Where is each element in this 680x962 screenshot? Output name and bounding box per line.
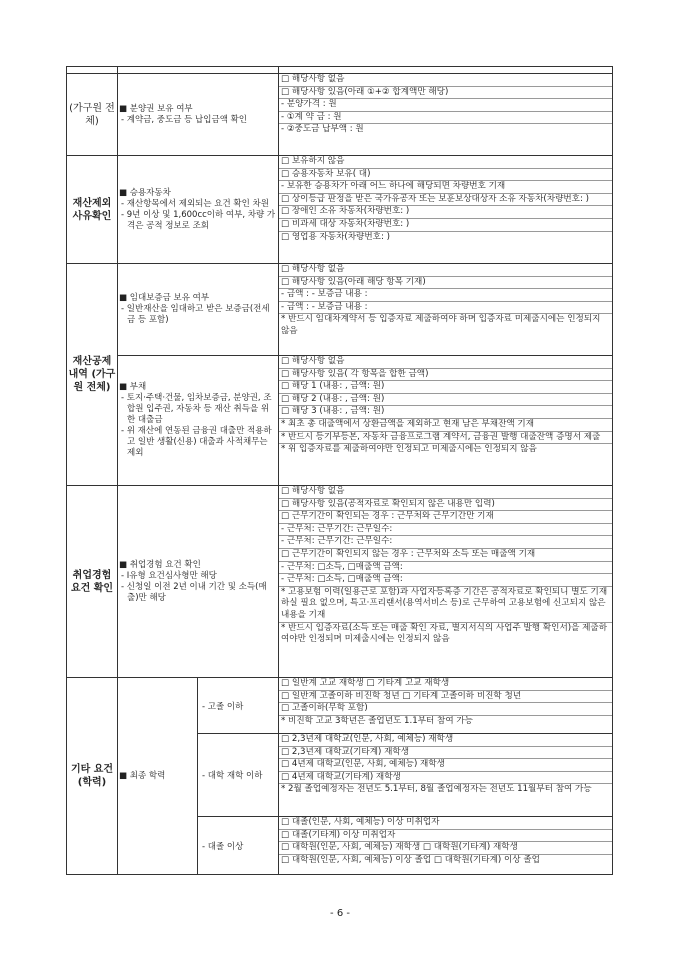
table-row <box>67 486 613 678</box>
options-cell: □ 보유하지 않음 □ 승용자동차 보유( 대) - 보유한 승용차가 아래 어느 하나에 해당되면 차량번호 기재 □ 상이등급 판정을 받은 국가유공자 또는 보훈보상대상자 소유 자동차(차량번호: ) □ 장애인 소유 차동차(차량번호: ) □ 비과세 대상 자동차(차량번호: ) □ 영업용 자동차(차량번호: ) <box>279 156 613 264</box>
options-cell: □ 2,3년제 대학교(인문, 사회, 예체능) 재학생 □ 2,3년제 대학교(기타계) 재학생 □ 4년제 대학교(인문, 사회, 예체능) 재학생 □ 4년제 대학교(기타계) 재학생 * 2월 졸업예정자는 전년도 5.1부터, 8월 졸업예정자는 전년도 11월부터 참여 가능 <box>279 734 613 817</box>
eligibility-form-table <box>66 66 613 875</box>
criteria-cell: ■ 분양권 보유 여부 - 계약금, 중도금 등 납입금액 확인 <box>118 74 279 156</box>
sub-category-cell: - 대졸 이상 <box>198 817 279 875</box>
option-none[interactable]: □ 해당사항 없음 <box>281 74 345 84</box>
table-row <box>67 156 613 264</box>
category-cell: (가구원 전체) <box>67 74 118 156</box>
options-cell: □ 해당사항 없음 □ 해당사항 있음(아래 해당 항목 기재) - 금액 : - 보증금 내용 : - 금액 : - 보증금 내용 : * 반드시 임대차계약서 등 입증자료 제출하여야 하며 입증자료 미제출시에는 인정되지 않음 <box>279 264 613 356</box>
page-number: - 6 - <box>330 908 350 919</box>
criteria-cell: ■ 최종 학력 <box>118 678 198 875</box>
table-row <box>67 678 613 734</box>
category-cell: 기타 요건 (학력) <box>67 678 118 875</box>
criteria-cell: ■ 부채 - 토지·주택·건물, 임차보증금, 분양권, 조합원 입주권, 자동차 등 재산 취득을 위한 대출금 - 위 재산에 연동된 금융권 대출만 적용하고 일반 생활(신용) 대출과 사적채무는 제외 <box>118 356 279 486</box>
category-cell: 재산공제 내역 (가구원 전체) <box>67 264 118 486</box>
table-row <box>67 264 613 356</box>
table-top-row <box>67 67 613 74</box>
table-row <box>67 74 613 156</box>
options-cell: □ 해당사항 없음 □ 해당사항 있음(공적자료로 확인되지 않은 내용만 입력) □ 근무기간이 확인되는 경우 : 근무처와 근무기간만 기재 - 근무처: 근무기간: 근무일수: - 근무처: 근무기간: 근무일수: □ 근무기간이 확인되지 않는 경우 : 근무처와 소득 또는 매출액 기재 - 근무처: □소득, □매출액 금액: - 근무처: □소득, □매출액 금액: * 고용보험 이력(일용근로 포함)과 사업자등록증 기간은 공적자료로 확인되니 별도 기재하실 필요 없으며, 특고·프리랜서(용역서비스 등)로 근무하여 고용보험에 신고되지 않은 내용을 기재 * 반드시 입증자료(소득 또는 매출 확인 자료, 별지서식의 사업주 발행 확인서)을 제출하여야만 인정되며 미제출시에는 인정되지 않음 <box>279 486 613 678</box>
category-cell: 재산제외 사유확인 <box>67 156 118 264</box>
option-yes[interactable]: □ 해당사항 있음(아래 ①+② 합계액만 해당) <box>279 86 612 99</box>
options-cell: □ 해당사항 없음 □ 해당사항 있음(아래 ①+② 합계액만 해당) - 분양가격 : 원 - ①계 약 금 : 원 - ②중도금 납부액 : 원 <box>279 74 613 156</box>
criteria-cell: ■ 임대보증금 보유 여부 - 일반재산을 임대하고 받은 보증금(전세금 등 포함) <box>118 264 279 356</box>
options-cell: □ 해당사항 없음 □ 해당사항 있음( 각 항목을 합한 금액) □ 해당 1 (내용: , 금액: 원) □ 해당 2 (내용: , 금액: 원) □ 해당 3 (내용: , 금액: 원) * 최초 총 대출액에서 상환금액을 제외하고 현재 남은 부채잔액 기재 * 반드시 등기부등본, 자동차 금융프로그램 계약서, 금융권 발행 대출잔액 증명서 제출 * 위 입증자료를 제출하여야만 인정되고 미제출시에는 인정되지 않음 <box>279 356 613 486</box>
category-cell: 취업경험 요건 확인 <box>67 486 118 678</box>
sub-category-cell: - 고졸 이하 <box>198 678 279 734</box>
criteria-cell: ■ 취업경험 요건 확인 - Ⅰ유형 요건심사형만 해당 - 신청일 이전 2년 이내 기간 및 소득(매출)만 해당 <box>118 486 279 678</box>
options-cell: □ 대졸(인문, 사회, 예체능) 이상 미취업자 □ 대졸(기타계) 이상 미취업자 □ 대학원(인문, 사회, 예체능) 재학생 □ 대학원(기타계) 재학생 □ 대학원(인문, 사회, 예체능) 이상 졸업 □ 대학원(기타계) 이상 졸업 <box>279 817 613 875</box>
criteria-cell: ■ 승용자동차 - 재산항목에서 제외되는 요건 확인 차원 - 9년 이상 및 1,600cc이하 여부, 차량 가격은 공적 정보로 조회 <box>118 156 279 264</box>
table-row <box>67 356 613 486</box>
options-cell: □ 일반계 고교 재학생 □ 기타계 고교 재학생 □ 일반계 고졸이하 비진학 청년 □ 기타계 고졸이하 비진학 청년 □ 고졸이하(무학 포함) * 비진학 고교 3학년은 졸업년도 1.1부터 참여 가능 <box>279 678 613 734</box>
sub-category-cell: - 대학 재학 이하 <box>198 734 279 817</box>
